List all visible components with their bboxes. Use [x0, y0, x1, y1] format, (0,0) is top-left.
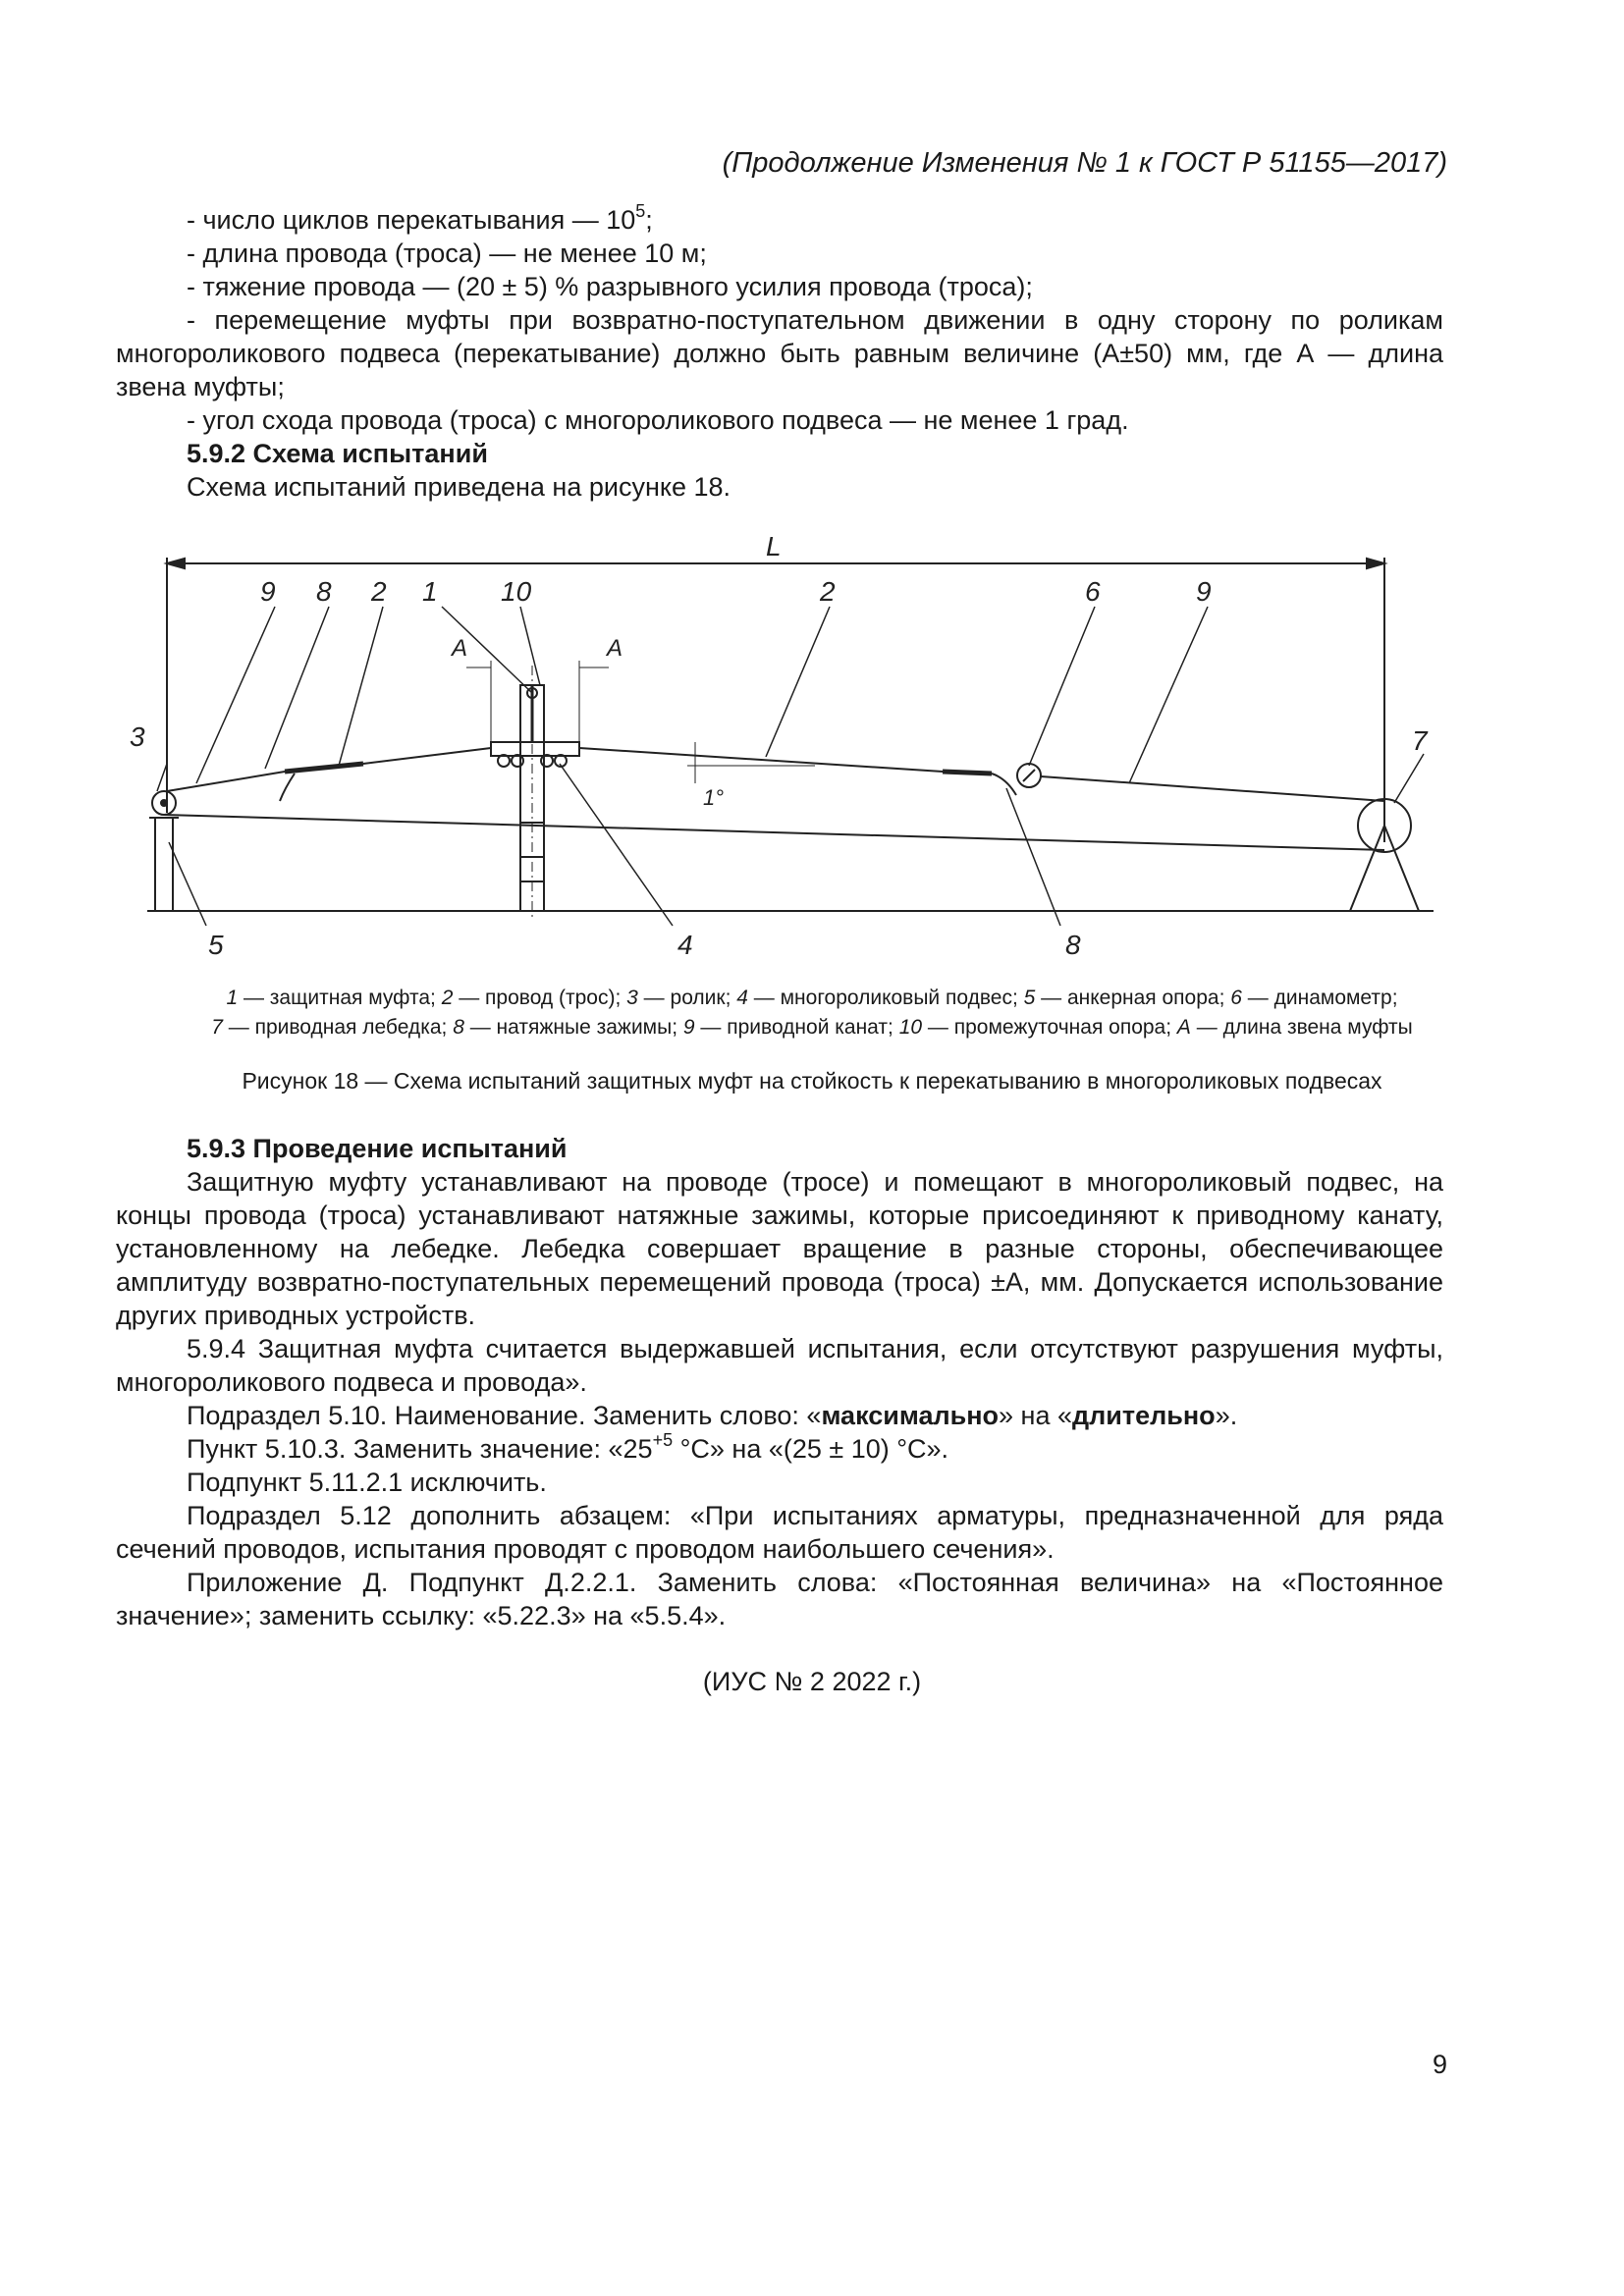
test-scheme-figure	[128, 531, 1434, 960]
label-5: 5	[208, 930, 224, 960]
label-angle: 1°	[703, 785, 725, 810]
page-header: (Продолжение Изменения № 1 к ГОСТ Р 51155—2017)	[722, 147, 1447, 179]
label-8b: 8	[1065, 930, 1081, 960]
section-text-592: Схема испытаний приведена на рисунке 18.	[187, 472, 731, 502]
legend-line-1: 1 — защитная муфта; 2 — провод (трос); 3 — ролик; 4 — многороликовый подвес; 5 — анкерная опора; 6 — динамометр;	[226, 987, 1398, 1009]
clamp-left	[285, 764, 363, 772]
multi-roller-suspension	[491, 742, 579, 756]
requirements-list	[116, 203, 1443, 504]
dim-arrow-right	[1367, 559, 1384, 568]
leader-7	[1394, 754, 1424, 803]
leader-9a	[196, 607, 275, 783]
section-text-593: Защитную муфту устанавливают на проводе (тросе) и помещают в многороликовый подвес, на концы провода (троса) устанавливают натяжные зажимы, которые присоединяют к приводному канату, установленному на лебедке. Лебедка совершает вращение в разные стороны, обеспечивающее амплитуду возвратно-поступательных перемещений провода (троса) ±А, мм. Допускается использование других приводных устройств.	[116, 1167, 1443, 1330]
label-1: 1	[422, 576, 438, 607]
paragraph-594: 5.9.4 Защитная муфта считается выдержавшей испытания, если отсутствуют разрушения муфты, многороликового подвеса и провода».	[116, 1334, 1443, 1397]
paragraph-512: Подраздел 5.12 дополнить абзацем: «При испытаниях арматуры, предназначенной для ряда сечений проводов, испытания проводят с проводом наибольшего сечения».	[116, 1501, 1443, 1564]
drive-rope-lower	[164, 815, 1384, 850]
label-L: L	[766, 531, 782, 561]
clamp-left-tail	[280, 774, 295, 801]
label-A-right: A	[607, 635, 623, 662]
label-3: 3	[130, 721, 145, 752]
leader-6	[1029, 607, 1095, 766]
wire-left	[363, 748, 491, 764]
label-A-left: A	[452, 635, 468, 662]
dynamometer-needle	[1023, 770, 1035, 781]
main-text	[116, 1132, 1443, 1632]
roller-axle	[161, 800, 167, 806]
label-6: 6	[1085, 576, 1101, 607]
drive-rope-left	[167, 772, 285, 791]
label-9a: 9	[260, 576, 276, 607]
leader-2a	[339, 607, 383, 766]
leader-10	[520, 607, 540, 685]
label-7: 7	[1412, 725, 1428, 756]
paragraph-510: Подраздел 5.10. Наименование. Заменить слово: «максимально» на «длительно».	[187, 1401, 1238, 1430]
clamp-right	[943, 772, 992, 774]
list-item-tension: - тяжение провода — (20 ± 5) % разрывного усилия провода (троса);	[187, 272, 1033, 301]
clamp-right-tail	[992, 774, 1016, 795]
leader-2b	[766, 607, 830, 757]
page-number: 9	[1432, 2050, 1447, 2079]
ius-reference: (ИУС № 2 2022 г.)	[702, 1667, 922, 1696]
list-item-movement: - перемещение муфты при возвратно-поступательном движении в одну сторону по роликам многороликового подвеса (перекатывание) должно быть равным величине (А±50) мм, где А — длина звена муфты;	[116, 305, 1443, 401]
leader-5	[169, 842, 206, 926]
leader-3	[157, 764, 167, 791]
label-2a: 2	[371, 576, 387, 607]
leader-8b	[1006, 788, 1060, 926]
section-heading-592: 5.9.2 Схема испытаний	[187, 439, 488, 468]
legend-line-2: 7 — приводная лебедка; 8 — натяжные зажимы; 9 — приводной канат; 10 — промежуточная опора; A — длина звена муфты	[211, 1016, 1413, 1039]
list-item-length: - длина провода (троса) — не менее 10 м;	[187, 239, 707, 268]
figure-legend	[98, 984, 1526, 1042]
wire-right	[579, 748, 943, 772]
dim-arrow-left	[167, 559, 185, 568]
label-8a: 8	[316, 576, 332, 607]
paragraph-appendix-d: Приложение Д. Подпункт Д.2.2.1. Заменить слова: «Постоянная величина» на «Постоянное значение»; заменить ссылку: «5.22.3» на «5.5.4».	[116, 1568, 1443, 1630]
figure-caption: Рисунок 18 — Схема испытаний защитных муфт на стойкость к перекатыванию в многороликовых подвесах	[242, 1068, 1382, 1094]
leader-8a	[265, 607, 329, 769]
label-4: 4	[677, 930, 693, 960]
list-item-cycles: - число циклов перекатывания — $10^5$;	[187, 201, 653, 235]
paragraph-51121: Подпункт 5.11.2.1 исключить.	[187, 1468, 547, 1497]
leader-9b	[1129, 607, 1208, 783]
label-10: 10	[501, 576, 532, 607]
leader-4	[560, 764, 673, 926]
list-item-angle: - угол схода провода (троса) с многороликового подвеса — не менее 1 град.	[187, 405, 1129, 435]
drive-rope-right	[1041, 776, 1384, 801]
label-9b: 9	[1196, 576, 1212, 607]
section-heading-593: 5.9.3 Проведение испытаний	[187, 1134, 568, 1163]
paragraph-5103: Пункт 5.10.3. Заменить значение: «$25^{+5}$ °С» на «(25 ± 10) °С».	[187, 1430, 949, 1464]
anchor-support	[155, 818, 173, 911]
label-2b: 2	[820, 576, 836, 607]
